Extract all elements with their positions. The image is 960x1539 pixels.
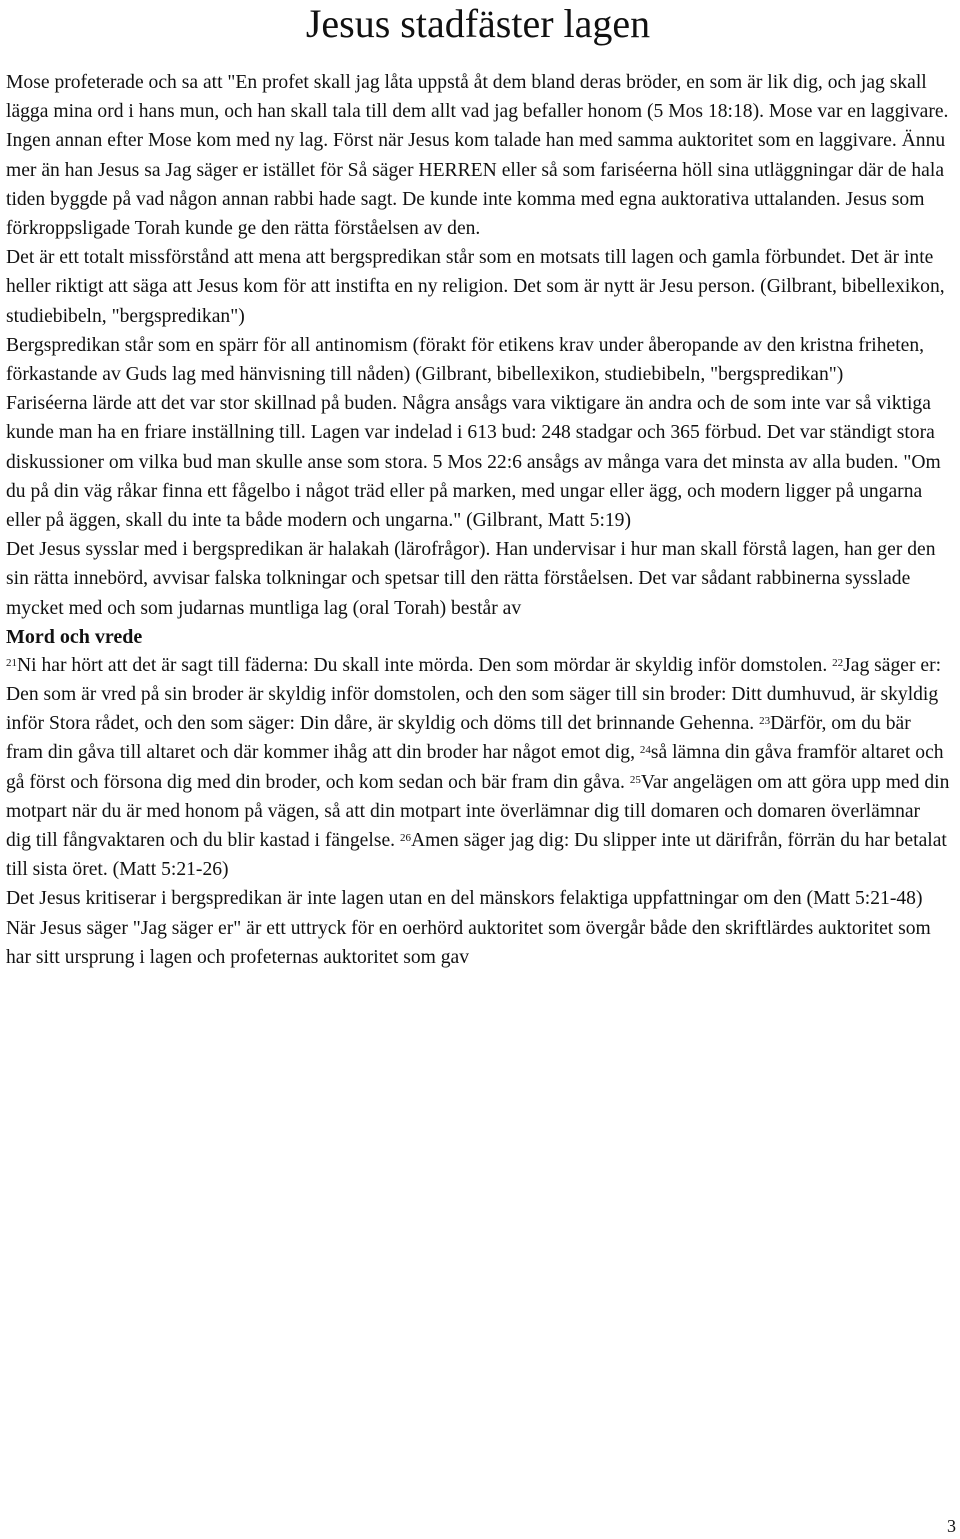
document-page: [6, 0, 950, 972]
scripture-passage: [6, 651, 950, 885]
verse-text: Därför, om du bär fram din gåva till altaret och där kommer ihåg att din broder har något emot dig,: [6, 713, 911, 764]
page-number: 3: [947, 1516, 956, 1536]
page-title: Jesus stadfäster lagen: [305, 1, 651, 46]
paragraph-authority: När Jesus säger "Jag säger er" är ett uttryck för en oerhörd auktoritet som övergår både den skriftlärdes auktoritet som har sitt ursprung i lagen och profeternas auktoritet som gav: [6, 917, 931, 968]
verse-text: Var angelägen om att göra upp med din motpart när du är med honom på vägen, så att din motpart inte överlämnar dig till domaren och domaren överlämnar dig till fångvaktaren och du blir kastad i fängelse.: [6, 771, 950, 852]
verse-number: 23: [759, 715, 771, 728]
verse-text: Ni har hört att det är sagt till fäderna: Du skall inte mörda. Den som mördar är skyldig inför domstolen.: [17, 654, 833, 676]
verse-text: så lämna din gåva framför altaret och gå först och försona dig med din broder, och kom sedan och bär fram din gåva.: [6, 742, 944, 793]
verse-text: Jag säger er: Den som är vred på sin broder är skyldig inför domstolen, och den som säger till sin broder: Ditt dumhuvud, är skyldig inför Stora rådet, och den som säger: Din dåre, är skyldig och döms till det brinnande Gehenna.: [6, 654, 942, 735]
paragraph-misunderstanding: Det är ett totalt missförstånd att mena att bergspredikan står som en motsats till lagen och gamla förbundet. Det är inte heller riktigt att säga att Jesus kom för att instifta en ny religion. Det som är nytt är Jesu person. (Gilbrant, bibellexikon, studiebibeln, "bergspredikan"): [6, 247, 945, 327]
paragraph-halakah: Det Jesus sysslar med i bergspredikan är halakah (lärofrågor). Han undervisar i hur man skall förstå lagen, han ger den sin rätta innebörd, avvisar falska tolkningar och spetsar till den rätta förståelsen. Det var sådant rabbinerna sysslade mycket med och som judarnas muntliga lag (oral Torah) består av: [6, 539, 936, 619]
verse-number: 22: [832, 656, 844, 669]
paragraph-intro: Mose profeterade och sa att "En profet skall jag låta uppstå åt dem bland deras bröder, en som är lik dig, och jag skall lägga mina ord i hans mun, och han skall tala till dem allt vad jag befaller honom (5 Mos 18:18). Mose var en laggivare. Ingen annan efter Mose kom med ny lag. Först när Jesus kom talade han med samma auktoritet som en laggivare. Ännu mer än han Jesus sa Jag säger er istället för Så säger HERREN eller så som fariséerna höll sina utläggningar där de hala tiden byggde på vad någon annan rabbi hade sagt. De kunde inte komma med egna auktorativa uttalanden. Jesus som förkroppsligade Torah kunde ge den rätta förståelsen av den.: [6, 72, 949, 240]
section-heading: Mord och vrede: [6, 625, 143, 648]
verse-number: 26: [399, 832, 411, 845]
verse-number: 24: [639, 744, 651, 757]
paragraph-pharisees: Fariséerna lärde att det var stor skillnad på buden. Några ansågs vara viktigare än andra och de som inte var så viktiga kunde man ha en friare inställning till. Lagen var indelad i 613 bud: 248 stadgar och 365 förbud. Det var ständigt stora diskussioner om vilka bud man skulle anse som stora. 5 Mos 22:6 ansågs av många vara det minsta av alla buden. "Om du på din väg råkar finna ett fågelbo i något träd eller på marken, med ungar eller ägg, och modern ligger på ungarna eller på äggen, skall du inte ta både modern och ungarna." (Gilbrant, Matt 5:19): [6, 393, 941, 532]
verse-number: 21: [6, 656, 17, 669]
paragraph-criticism: Det Jesus kritiserar i bergspredikan är inte lagen utan en del mänskors felaktiga uppfattningar om den (Matt 5:21-48): [6, 888, 923, 910]
verse-text: Amen säger jag dig: Du slipper inte ut därifrån, förrän du har betalat till sista öret. (Matt 5:21-26): [6, 830, 947, 881]
verse-number: 25: [629, 773, 641, 786]
paragraph-antinomism: Bergspredikan står som en spärr för all antinomism (förakt för etikens krav under åberopande av den kristna friheten, förkastande av Guds lag med hänvisning till nåden) (Gilbrant, bibellexikon, studiebibeln, "bergspredikan"): [6, 334, 925, 386]
